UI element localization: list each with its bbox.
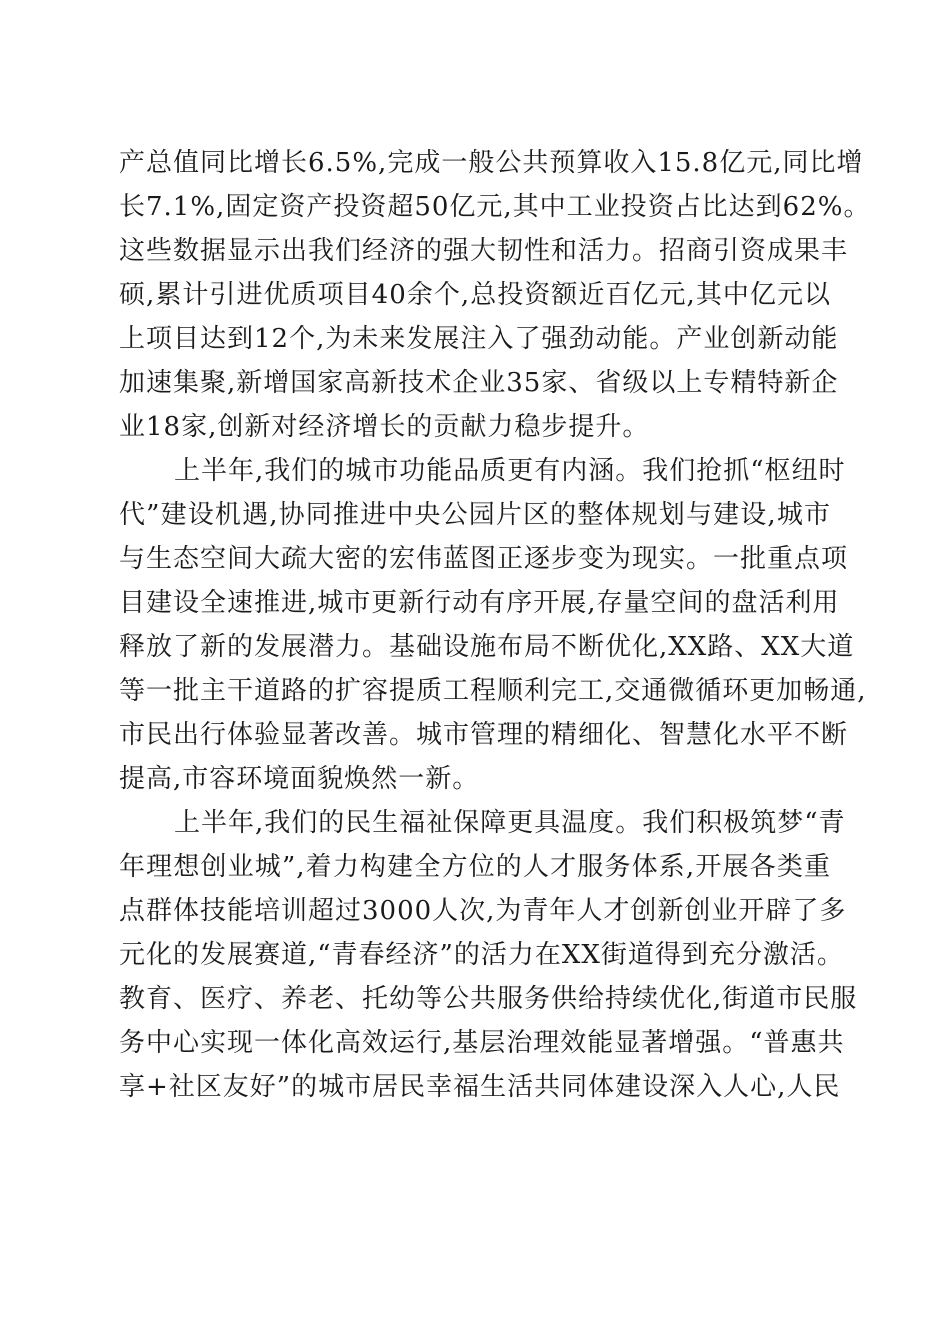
- text-line: 上半年,我们的城市功能品质更有内涵。我们抢抓“枢纽时: [174, 456, 846, 486]
- text-line: 长7.1%,固定资产投资超50亿元,其中工业投资占比达到62%。: [119, 192, 871, 222]
- text-line: 务中心实现一体化高效运行,基层治理效能显著增强。“普惠共: [119, 1028, 845, 1058]
- text-line: 释放了新的发展潜力。基础设施布局不断优化,XX路、XX大道: [119, 632, 855, 662]
- text-line: 硕,累计引进优质项目40余个,总投资额近百亿元,其中亿元以: [119, 280, 831, 310]
- text-line: 教育、医疗、养老、托幼等公共服务供给持续优化,街道市民服: [119, 984, 858, 1014]
- text-line: 与生态空间大疏大密的宏伟蓝图正逐步变为现实。一批重点项: [119, 544, 849, 574]
- text-line: 点群体技能培训超过3000人次,为青年人才创新创业开辟了多: [119, 896, 847, 926]
- text-line: 享+社区友好”的城市居民幸福生活共同体建设深入人心,人民: [119, 1072, 841, 1102]
- text-line: 这些数据显示出我们经济的强大韧性和活力。招商引资成果丰: [119, 236, 849, 266]
- text-line: 市民出行体验显著改善。城市管理的精细化、智慧化水平不断: [119, 720, 849, 750]
- paragraph-economy: [119, 141, 871, 449]
- text-line: 上项目达到12个,为未来发展注入了强劲动能。产业创新动能: [119, 324, 839, 354]
- text-line: 年理想创业城”,着力构建全方位的人才服务体系,开展各类重: [119, 852, 831, 882]
- text-line: 业18家,创新对经济增长的贡献力稳步提升。: [119, 412, 650, 442]
- text-line: 元化的发展赛道,“青春经济”的活力在XX街道得到充分激活。: [119, 940, 844, 970]
- text-line: 代”建设机遇,协同推进中央公园片区的整体规划与建设,城市: [119, 500, 831, 530]
- body-text: [119, 141, 871, 1109]
- text-line: 提高,市容环境面貌焕然一新。: [119, 764, 480, 794]
- text-line: 产总值同比增长6.5%,完成一般公共预算收入15.8亿元,同比增: [119, 148, 864, 178]
- paragraph-city-function: [119, 449, 867, 801]
- text-line: 上半年,我们的民生福祉保障更具温度。我们积极筑梦“青: [174, 808, 846, 838]
- text-line: 目建设全速推进,城市更新行动有序开展,存量空间的盘活利用: [119, 588, 840, 618]
- text-line: 加速集聚,新增国家高新技术企业35家、省级以上专精特新企: [119, 368, 839, 398]
- text-line: 等一批主干道路的扩容提质工程顺利完工,交通微循环更加畅通,: [119, 676, 867, 706]
- paragraph-livelihood: [119, 801, 858, 1109]
